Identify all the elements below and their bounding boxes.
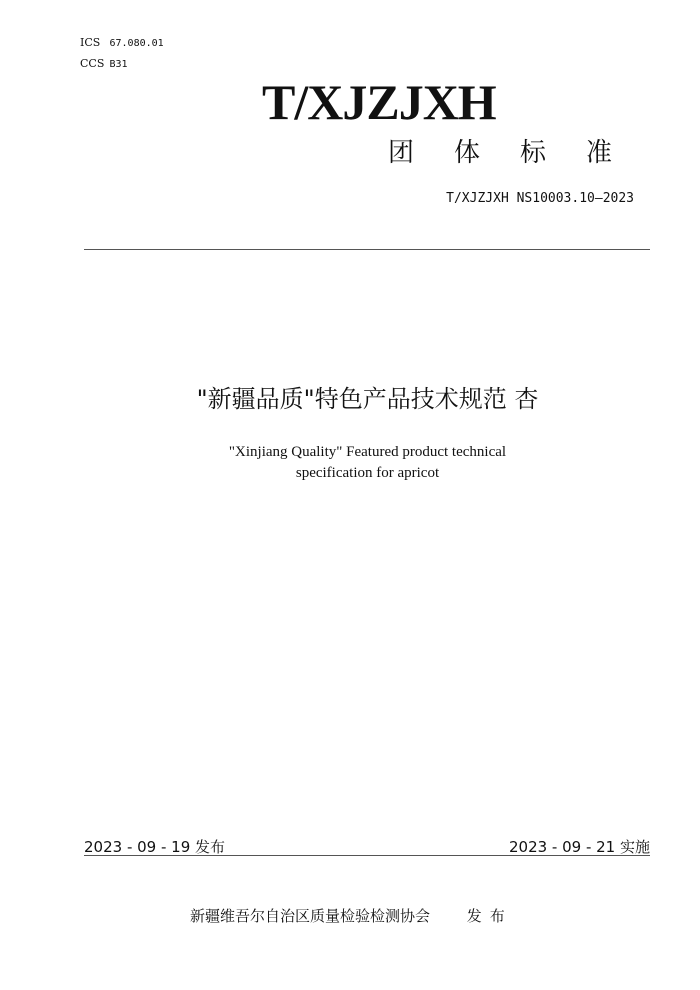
standard-number: T/XJZJXH NS10003.10—2023 — [446, 191, 634, 206]
publisher-organization: 新疆维吾尔自治区质量检验检测协会 — [190, 907, 431, 925]
publisher-action: 发布 — [466, 907, 513, 925]
document-title-en — [0, 442, 700, 484]
document-title-zh: "新疆品质"特色产品技术规范 杏 — [196, 385, 539, 413]
header-divider — [84, 249, 650, 250]
ccs-value: B31 — [109, 59, 128, 70]
publisher-line — [190, 905, 513, 926]
standard-type: 团体标准 — [388, 138, 653, 168]
footer-divider — [84, 855, 650, 856]
ccs-label: CCS — [80, 57, 105, 70]
classification-codes — [80, 33, 164, 75]
publish-date: 2023 - 09 - 19 发布 — [84, 838, 226, 856]
document-title-en-line1: "Xinjiang Quality" Featured product technical — [228, 444, 507, 460]
standard-brand-logo: T/XJZJXH — [262, 74, 496, 130]
document-title-en-line2: specification for apricot — [295, 465, 440, 481]
ics-label: ICS — [80, 36, 101, 49]
implement-date: 2023 - 09 - 21 实施 — [508, 838, 650, 856]
ics-value: 67.080.01 — [109, 38, 164, 49]
ics-line — [80, 33, 164, 54]
ccs-line — [80, 54, 164, 75]
